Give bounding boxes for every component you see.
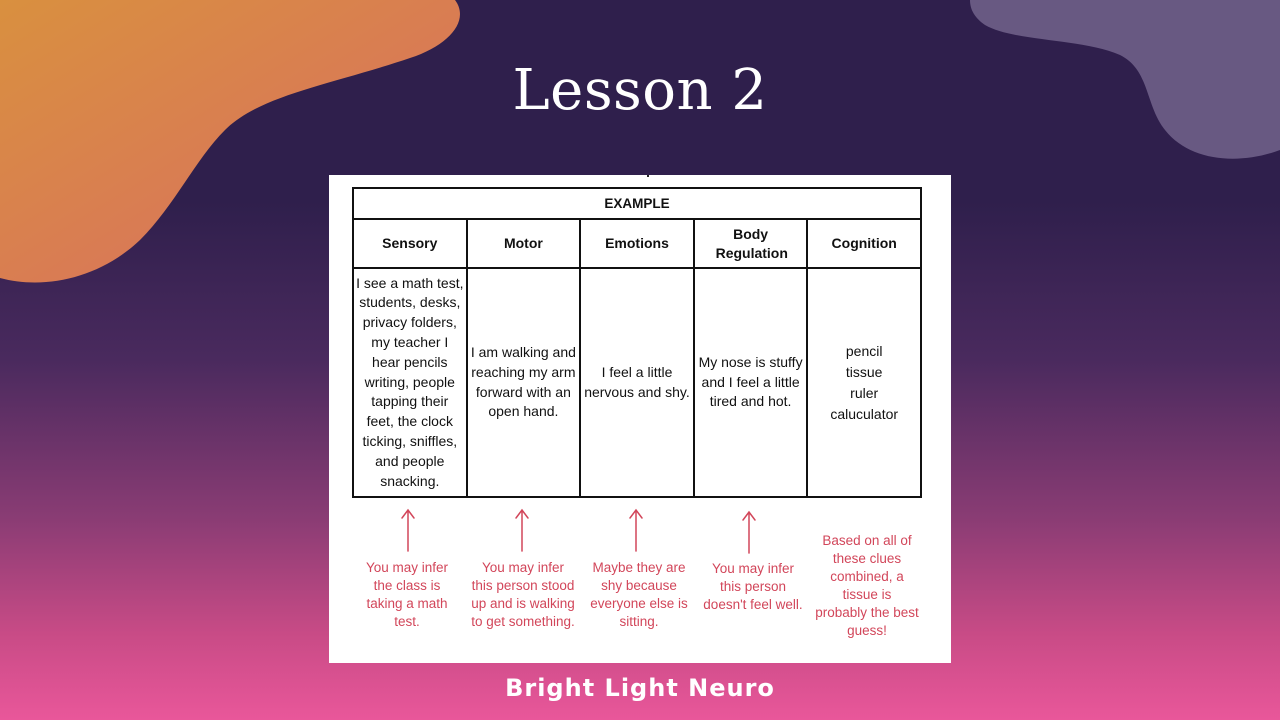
page-title: Lesson 2 bbox=[512, 58, 768, 123]
header-body-regulation bbox=[694, 219, 808, 268]
cell-body-regulation-text: My nose is stuffy and I feel a little tired and hot. bbox=[698, 353, 803, 410]
header-body-regulation-text: Body Regulation bbox=[715, 225, 788, 261]
header-cognition: Cognition bbox=[807, 219, 921, 268]
brand-logo-text: Bright Light Neuro bbox=[505, 674, 775, 702]
cell-cognition bbox=[807, 268, 921, 497]
example-table bbox=[352, 187, 922, 498]
cell-sensory bbox=[353, 268, 467, 497]
note-sensory: You may infer the class is taking a math test. bbox=[365, 560, 449, 629]
cell-emotions bbox=[580, 268, 694, 497]
cognition-item: tissue bbox=[845, 363, 883, 380]
header-motor: Motor bbox=[467, 219, 581, 268]
cell-body-regulation bbox=[694, 268, 808, 497]
cell-motor-text: I am walking and reaching my arm forward with an open hand. bbox=[470, 343, 576, 420]
header-emotions: Emotions bbox=[580, 219, 694, 268]
table-caption: EXAMPLE bbox=[353, 188, 921, 219]
cell-emotions-text: I feel a little nervous and shy. bbox=[584, 363, 690, 400]
cognition-item: ruler bbox=[850, 384, 879, 401]
cognition-item: pencil bbox=[845, 342, 883, 359]
note-emotions: Maybe they are shy because everyone else is sitting. bbox=[590, 560, 688, 629]
tick-mark bbox=[647, 175, 649, 177]
cell-sensory-text: I see a math test, students, desks, privacy folders, my teacher I hear pencils writing, people tapping their feet, the clock ticking, sniffles, and people snacking. bbox=[356, 274, 464, 489]
example-card bbox=[329, 175, 951, 663]
header-sensory: Sensory bbox=[353, 219, 467, 268]
up-arrow-icon bbox=[739, 510, 759, 554]
cell-motor bbox=[467, 268, 581, 497]
cognition-item: caluculator bbox=[830, 405, 899, 422]
up-arrow-icon bbox=[626, 508, 646, 552]
note-motor: You may infer this person stood up and is walking to get something. bbox=[471, 560, 575, 629]
up-arrow-icon bbox=[512, 508, 532, 552]
note-body-regulation: You may infer this person doesn't feel well. bbox=[703, 561, 803, 612]
note-cognition: Based on all of these clues combined, a tissue is probably the best guess! bbox=[815, 533, 919, 638]
up-arrow-icon bbox=[398, 508, 418, 552]
